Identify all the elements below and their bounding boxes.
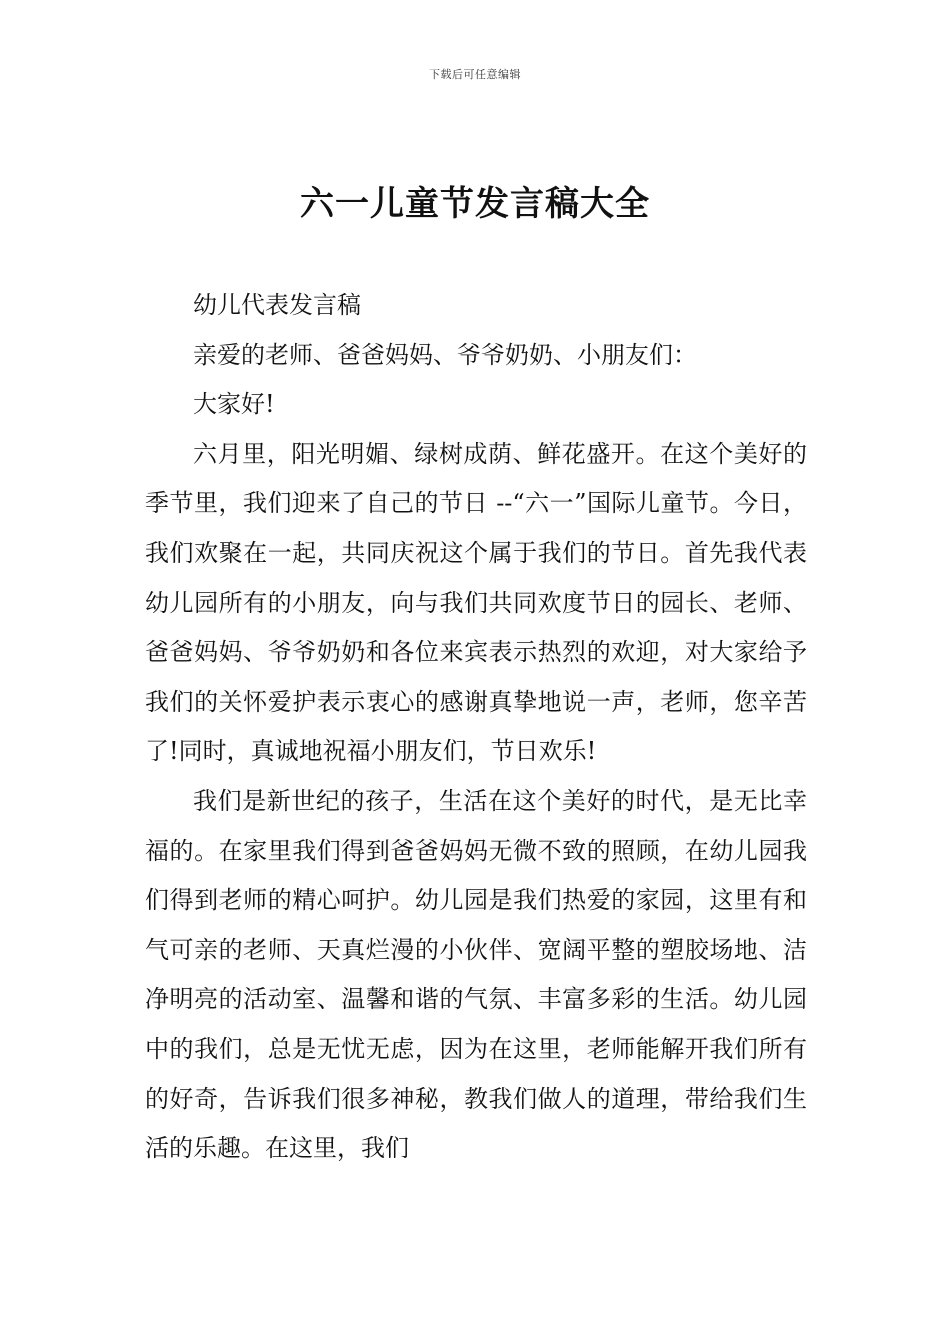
paragraph-body: 六月里，阳光明媚、绿树成荫、鲜花盛开。在这个美好的季节里，我们迎来了自己的节日 --“六一”国际儿童节。今日，我们欢聚在一起，共同庆祝这个属于我们的节日。首先我代表幼儿园所有的小朋友，向与我们共同欢度节日的园长、老师、爸爸妈妈、爷爷奶奶和各位来宾表示热烈的欢迎，对大家给予我们的关怀爱护表示衷心的感谢真挚地说一声，老师，您辛苦了!同时，真诚地祝福小朋友们，节日欢乐! — [145, 439, 807, 766]
document-title: 六一儿童节发言稿大全 — [300, 184, 650, 224]
paragraph-greeting: 大家好! — [193, 390, 275, 419]
document-body — [145, 281, 807, 1174]
paragraph-body: 我们是新世纪的孩子，生活在这个美好的时代，是无比幸福的。在家里我们得到爸爸妈妈无微不致的照顾，在幼儿园我们得到老师的精心呵护。幼儿园是我们热爱的家园，这里有和气可亲的老师、天真烂漫的小伙伴、宽阔平整的塑胶场地、洁净明亮的活动室、温馨和谐的气氛、丰富多彩的生活。幼儿园中的我们，总是无忧无虑，因为在这里，老师能解开我们所有的好奇，告诉我们很多神秘，教我们做人的道理，带给我们生活的乐趣。在这里，我们 — [145, 786, 807, 1163]
paragraph-salutation: 亲爱的老师、爸爸妈妈、爷爷奶奶、小朋友们： — [193, 340, 697, 369]
paragraph-subtitle: 幼儿代表发言稿 — [193, 291, 361, 319]
header-note: 下载后可任意编辑 — [429, 68, 521, 81]
